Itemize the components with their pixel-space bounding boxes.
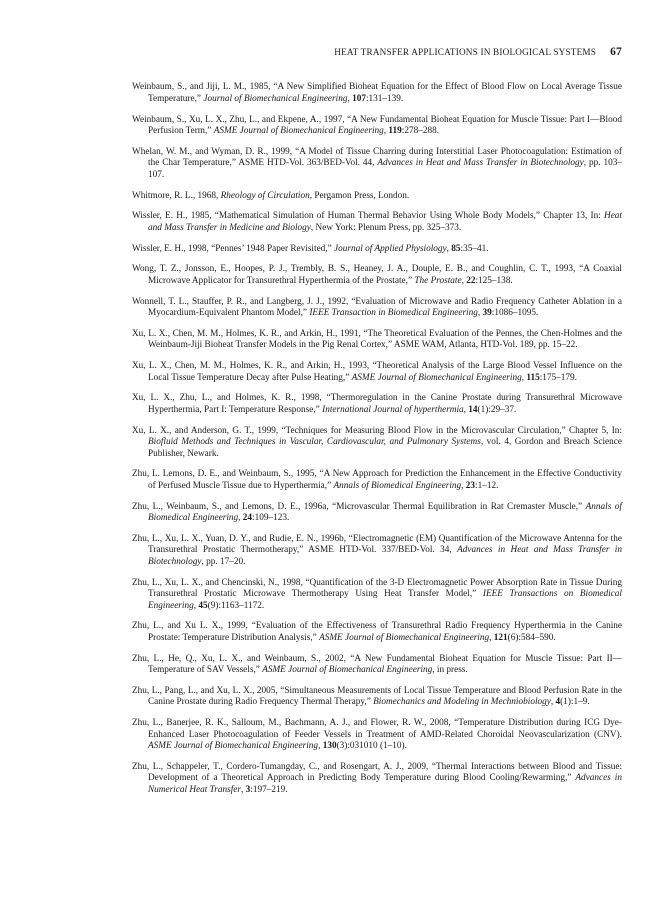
reference-entry <box>132 686 622 709</box>
running-header <box>132 46 622 58</box>
reference-text: :1–12. <box>475 480 499 491</box>
reference-text: , New York: Plenum Press, pp. 325–373. <box>310 222 462 233</box>
reference-text: Zhu, L., Pang, L., and Xu, L. X., 2005, “Simultaneous Measurements of Local Tissue Temperature and Blood Perfusion Rate in the Canine Prostate during Radio Frequency Thermal Therapy,” <box>132 685 622 708</box>
reference-text: , <box>383 126 389 136</box>
reference-text: Wong, T. Z., Jonsson, E., Hoopes, P. J., Trembly, B. S., Heaney, J. A., Douple, E. B., and Coughlin, C. T., 1993, “A Coaxial Microwave Applicator for Transurethral Hyperthermia of the Prostate,” <box>132 264 622 286</box>
reference-source-title: Advances in Numerical Heat Transfer <box>148 773 622 795</box>
reference-volume: 85 <box>451 243 461 254</box>
reference-text: Xu, L. X., Chen, M. M., Holmes, K. R., and Arkin, H., 1993, “Theoretical Analysis of the Large Blood Vessel Influence on the Local Tissue Temperature Decay after Pulse Heating,” <box>132 361 622 383</box>
reference-text: , <box>477 308 483 318</box>
reference-entry <box>132 211 622 234</box>
reference-text: Xu, L. X., Zhu, L., and Holmes, K. R., 1998, “Thermoregulation in the Canine Prostate during Transurethral Microwave Hyperthermia, Part I: Temperature Response,” <box>132 393 622 415</box>
reference-volume: 119 <box>388 126 402 136</box>
reference-source-title: Biofluid Methods and Techniques in Vascular, Cardiovascular, and Pulmonary Systems <box>148 437 481 447</box>
reference-source-title: Annals of Biomedical Engineering <box>148 501 623 523</box>
reference-source-title: IEEE Transaction in Biomedical Engineering <box>309 308 478 318</box>
reference-text: Xu, L. X., Chen, M. M., Holmes, K. R., and Arkin, H., 1991, “The Theoretical Evaluation of the Pennes, the Chen-Holmes and the Weinbaum-Jiji Bioheat Transfer Models in the Pig Renal Cortex,” ASME WAM, Atlanta, HTD-Vol. 189, pp. 15–22. <box>132 328 622 351</box>
reference-source-title: Advances in Heat and Mass Transfer in Biotechnology <box>148 545 623 567</box>
reference-text: :131–139. <box>365 93 404 104</box>
reference-volume: 4 <box>555 697 561 708</box>
reference-entry <box>132 469 622 492</box>
reference-text: Weinbaum, S., Xu, L. X., Zhu, L., and Ekpene, A., 1997, “A New Fundamental Bioheat Equation for Muscle Tissue: Part I—Blood Perfusion Term,” <box>132 114 622 136</box>
reference-text: , <box>461 480 466 491</box>
reference-text: , Pergamon Press, London. <box>309 190 410 201</box>
page-number: 67 <box>610 46 622 58</box>
reference-text: , <box>461 275 467 286</box>
reference-entry <box>132 654 622 677</box>
reference-source-title: IEEE Transactions on Biomedical Engineering <box>148 589 622 611</box>
reference-text: Zhu, L., He, Q., Xu, L. X., and Weinbaum, S., 2002, “A New Fundamental Bioheat Equation for Muscle Tissue: Part II—Temperature of SAV Vessels,” <box>132 653 622 675</box>
reference-source-title: ASME Journal of Biomechanical Engineering <box>262 665 433 675</box>
reference-entry <box>132 762 622 797</box>
reference-source-title: Advances in Heat and Mass Transfer in Biotechnology <box>377 158 584 169</box>
reference-volume: 130 <box>322 741 337 751</box>
reference-text: (1):1–9. <box>560 697 590 708</box>
reference-source-title: The Prostate <box>414 275 462 286</box>
reference-volume: 45 <box>198 600 208 611</box>
reference-volume: 14 <box>468 404 478 415</box>
reference-source-title: ASME Journal of Biomechanical Engineering <box>148 741 319 751</box>
reference-text: :175–179. <box>539 372 577 383</box>
reference-entry <box>132 297 622 320</box>
reference-entry <box>132 578 622 613</box>
reference-volume: 107 <box>352 93 366 104</box>
reference-source-title: Annals of Biomedical Engineering <box>333 480 462 491</box>
reference-text: , <box>550 697 556 708</box>
reference-text: Zhu, L., Weinbaum, S., and Lemons, D. E., 1996a, “Microvascular Thermal Equilibration in Rat Cremaster Muscle,” <box>132 501 586 512</box>
reference-entry <box>132 244 622 256</box>
reference-text: Wonnell, T. L., Stauffer, P. R., and Langberg, J. J., 1992, “Evaluation of Microwave and Radio Frequency Catheter Ablation in a Myocardium-Equivalent Phantom Model,” <box>132 296 622 318</box>
reference-source-title: Journal of Biomechanical Engineering <box>203 93 348 104</box>
reference-text: , <box>521 372 527 383</box>
reference-text: :278–288. <box>401 126 440 136</box>
reference-text: :109–123. <box>252 513 290 523</box>
reference-text: :197–219. <box>250 784 288 795</box>
reference-text: , pp. 103–107. <box>148 158 622 180</box>
reference-text: Zhu, L., Xu, L. X., and Chencinski, N., 1998, “Quantification of the 3-D Electromagnetic Power Absorption Rate in Tissue During Transurethral Prostatic Microwave Thermotherapy Using Heat Transfer Model,” <box>132 577 622 599</box>
reference-text: , <box>318 741 323 751</box>
reference-entry <box>132 534 622 569</box>
reference-source-title: ASME Journal of Biomechanical Engineering <box>351 372 522 383</box>
reference-text: :125–138. <box>475 275 513 286</box>
reference-source-title: Rheology of Circulation <box>220 190 310 201</box>
reference-text: Whitmore, R. L., 1968, <box>132 190 221 201</box>
reference-text: Zhu, L., and Xu L. X., 1999, “Evaluation of the Effectiveness of Transurethral Radio Frequency Hyperthermia in the Canine Prostate: Temperature Distribution Analysis,” <box>132 621 622 643</box>
reference-text: , <box>241 784 246 795</box>
reference-text: , <box>446 243 452 254</box>
reference-entry <box>132 191 622 203</box>
reference-text: , <box>193 600 199 611</box>
reference-source-title: Heat and Mass Transfer in Medicine and Biology <box>148 211 622 233</box>
reference-entry <box>132 147 622 182</box>
reference-entry <box>132 361 622 384</box>
reference-text: (3):031010 (1–10). <box>336 741 407 751</box>
reference-text: , <box>489 632 494 643</box>
reference-text: (9):1163–1172. <box>207 600 265 611</box>
reference-entry <box>132 329 622 352</box>
reference-text: Zhu, L., Xu, L. X., Yuan, D. Y., and Rudie, E. N., 1996b, “Electromagnetic (EM) Quantification of the Microwave Antenna for the Transurethral Prostatic Thermotherapy,” ASME HTD-Vol. 337/BED-Vol. 34, <box>132 533 622 556</box>
reference-text: Xu, L. X., and Anderson, G. T., 1999, “Techniques for Measuring Blood Flow in the Microvascular Circulation,” Chapter 5, In: <box>132 425 622 436</box>
reference-entry <box>132 264 622 287</box>
reference-text: , vol. 4, Gordon and Breach Science Publisher, Newark. <box>148 437 622 459</box>
reference-text: (1):29–37. <box>477 404 517 415</box>
reference-text: Wissler, E. H., 1998, “Pennes’ 1948 Paper Revisited,” <box>132 243 335 254</box>
reference-volume: 24 <box>242 513 253 523</box>
reference-text: , <box>238 513 243 523</box>
reference-text: Zhu, L., Schappeler, T., Cordero-Tumangday, C., and Rosengart, A. J., 2009, “Thermal Interactions between Blood and Tissue: Development of a Theoretical Approach in Predicting Body Temperature during Blood Cooling/Rewarming,” <box>132 761 622 784</box>
reference-source-title: ASME Journal of Biomechanical Engineering <box>319 632 490 643</box>
reference-text: :1086–1095. <box>491 308 539 318</box>
reference-text: Weinbaum, S., and Jiji, L. M., 1985, “A New Simplified Bioheat Equation for the Effect of Blood Flow on Local Average Tissue Temperature,” <box>132 82 622 104</box>
reference-text: Zhu, L., Banerjee, R. K., Salloum, M., Bachmann, A. J., and Flower, R. W., 2008, “Temperature Distribution during ICG Dye-Enhanced Laser Photocoagulation of Feeder Vessels in Treatment of AMD-Related Choroidal Neovascularization (CNV). <box>132 718 622 740</box>
reference-volume: 121 <box>493 632 508 643</box>
reference-volume: 22 <box>466 275 476 286</box>
reference-entry <box>132 502 622 525</box>
reference-source-title: International Journal of hyperthermia <box>322 404 464 415</box>
reference-volume: 23 <box>465 480 476 491</box>
reference-list <box>132 73 622 800</box>
running-header-title: HEAT TRANSFER APPLICATIONS IN BIOLOGICAL SYSTEMS <box>334 47 597 57</box>
reference-source-title: ASME Journal of Biomechanical Engineering <box>213 126 384 136</box>
reference-text: , <box>463 404 469 415</box>
reference-text: Whelan, W. M., and Wyman, D. R., 1999, “A Model of Tissue Charring during Interstitial Laser Photocoagulation: Estimation of the Char Temperature,” ASME HTD-Vol. 363/BED-Vol. 44, <box>132 146 622 169</box>
reference-entry <box>132 718 622 753</box>
reference-text: :35–41. <box>460 243 489 254</box>
reference-entry <box>132 82 622 105</box>
reference-entry <box>132 115 622 138</box>
reference-entry <box>132 393 622 416</box>
reference-entry <box>132 621 622 644</box>
reference-source-title: Journal of Applied Physiology <box>334 243 447 254</box>
reference-text: , in press. <box>432 665 468 675</box>
reference-text: Zhu, L. Lemons, D. E., and Weinbaum, S., 1995, “A New Approach for Prediction the Enhancement in the Effective Conductivity of Perfused Muscle Tissue due to Hyperthermia,” <box>132 469 622 491</box>
reference-volume: 39 <box>482 308 492 318</box>
reference-text: (6):584–590. <box>507 632 556 643</box>
reference-volume: 3 <box>245 784 251 795</box>
reference-source-title: Biomechanics and Modeling in Mechniobiology <box>373 697 551 708</box>
reference-entry <box>132 426 622 461</box>
reference-text: , <box>347 93 353 104</box>
reference-text: Wissler, E. H., 1985, “Mathematical Simulation of Human Thermal Behavior Using Whole Body Models,” Chapter 13, In: <box>132 211 605 222</box>
reference-volume: 115 <box>526 372 540 383</box>
reference-text: , pp. 17–20. <box>201 556 246 567</box>
